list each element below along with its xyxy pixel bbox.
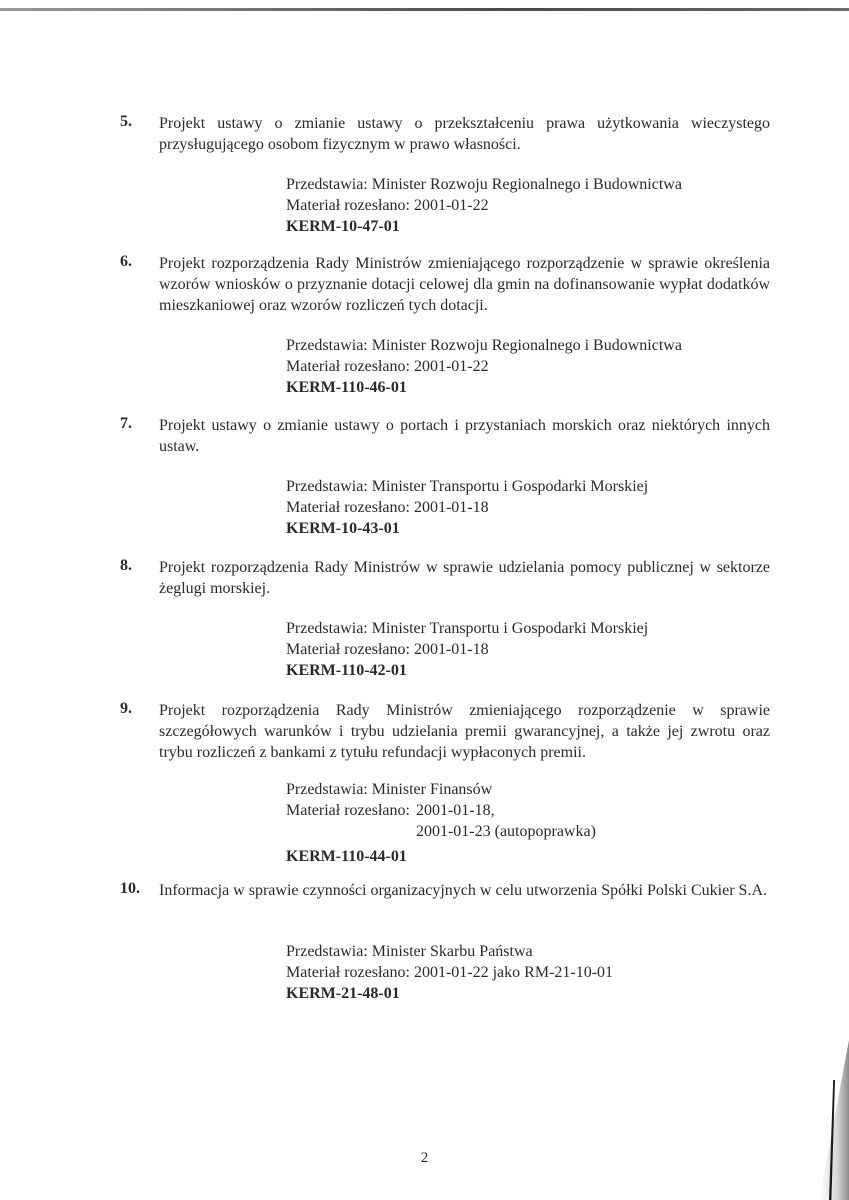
document-code: KERM-10-43-01 <box>286 520 400 537</box>
agenda-item-5 <box>120 113 770 155</box>
material-sent: Materiał rozesłano: 2001-01-22 <box>286 358 489 375</box>
item-6-meta <box>286 335 766 398</box>
presented-by: Przedstawia: Minister Finansów <box>286 781 493 798</box>
material-date-2: 2001-01-23 (autopoprawka) <box>415 823 596 840</box>
agenda-item-8 <box>120 557 770 599</box>
scan-shadow <box>819 1040 849 1200</box>
item-9-meta <box>286 779 766 867</box>
item-number: 10. <box>120 880 140 897</box>
item-5-meta <box>286 174 766 237</box>
item-number: 5. <box>120 113 132 130</box>
item-text: Projekt ustawy o zmianie ustawy o przekształceniu prawa użytkowania wieczystego przysługującego osobom fizycznym w prawo własności. <box>159 115 770 153</box>
presented-by: Przedstawia: Minister Rozwoju Regionalnego i Budownictwa <box>286 176 682 193</box>
presented-by: Przedstawia: Minister Rozwoju Regionalnego i Budownictwa <box>286 337 682 354</box>
item-text: Projekt ustawy o zmianie ustawy o portach i przystaniach morskich oraz niektórych innych ustaw. <box>159 417 770 455</box>
document-code: KERM-110-42-01 <box>286 662 407 679</box>
presented-by: Przedstawia: Minister Transportu i Gospodarki Morskiej <box>286 620 649 637</box>
item-number: 7. <box>120 415 132 432</box>
page-number: 2 <box>420 1150 429 1166</box>
material-date-1: 2001-01-18, <box>415 802 495 819</box>
item-10-meta <box>286 941 766 1004</box>
material-sent: Materiał rozesłano: 2001-01-22 <box>286 197 489 214</box>
item-text: Informacja w sprawie czynności organizacyjnych w celu utworzenia Spółki Polski Cukier S.A. <box>159 882 767 899</box>
material-sent-label: Materiał rozesłano: <box>286 802 410 819</box>
document-code: KERM-10-47-01 <box>286 218 400 235</box>
item-number: 8. <box>120 557 132 574</box>
agenda-item-6 <box>120 253 770 316</box>
material-sent <box>286 800 766 842</box>
item-text: Projekt rozporządzenia Rady Ministrów zmieniającego rozporządzenie w sprawie określenia wzorów wniosków o przyznanie dotacji celowej dla gmin na dofinansowanie wypłat dodatków mieszkaniowej oraz wzorów rozliczeń tych dotacji. <box>159 255 770 314</box>
presented-by: Przedstawia: Minister Skarbu Państwa <box>286 943 533 960</box>
material-sent: Materiał rozesłano: 2001-01-22 jako RM-21-10-01 <box>286 964 614 981</box>
document-code: KERM-110-44-01 <box>286 848 407 865</box>
agenda-item-7 <box>120 415 770 457</box>
material-sent-dates <box>416 800 596 842</box>
document-code: KERM-110-46-01 <box>286 379 407 396</box>
item-text: Projekt rozporządzenia Rady Ministrów w sprawie udzielania pomocy publicznej w sektorze żeglugi morskiej. <box>159 559 770 597</box>
agenda-item-9 <box>120 700 770 763</box>
item-number: 6. <box>120 253 132 270</box>
item-number: 9. <box>120 700 132 717</box>
material-sent: Materiał rozesłano: 2001-01-18 <box>286 499 489 516</box>
scan-top-rule <box>0 8 849 11</box>
presented-by: Przedstawia: Minister Transportu i Gospodarki Morskiej <box>286 478 649 495</box>
material-sent: Materiał rozesłano: 2001-01-18 <box>286 641 489 658</box>
item-8-meta <box>286 618 766 681</box>
agenda-item-10 <box>120 880 770 901</box>
document-code: KERM-21-48-01 <box>286 985 400 1002</box>
item-text: Projekt rozporządzenia Rady Ministrów zmieniającego rozporządzenie w sprawie szczegółowych warunków i trybu udzielania premii gwarancyjnej, a także jej zwrotu oraz trybu rozliczeń z bankami z tytułu refundacji wypłaconych premii. <box>159 702 770 761</box>
item-7-meta <box>286 476 766 539</box>
